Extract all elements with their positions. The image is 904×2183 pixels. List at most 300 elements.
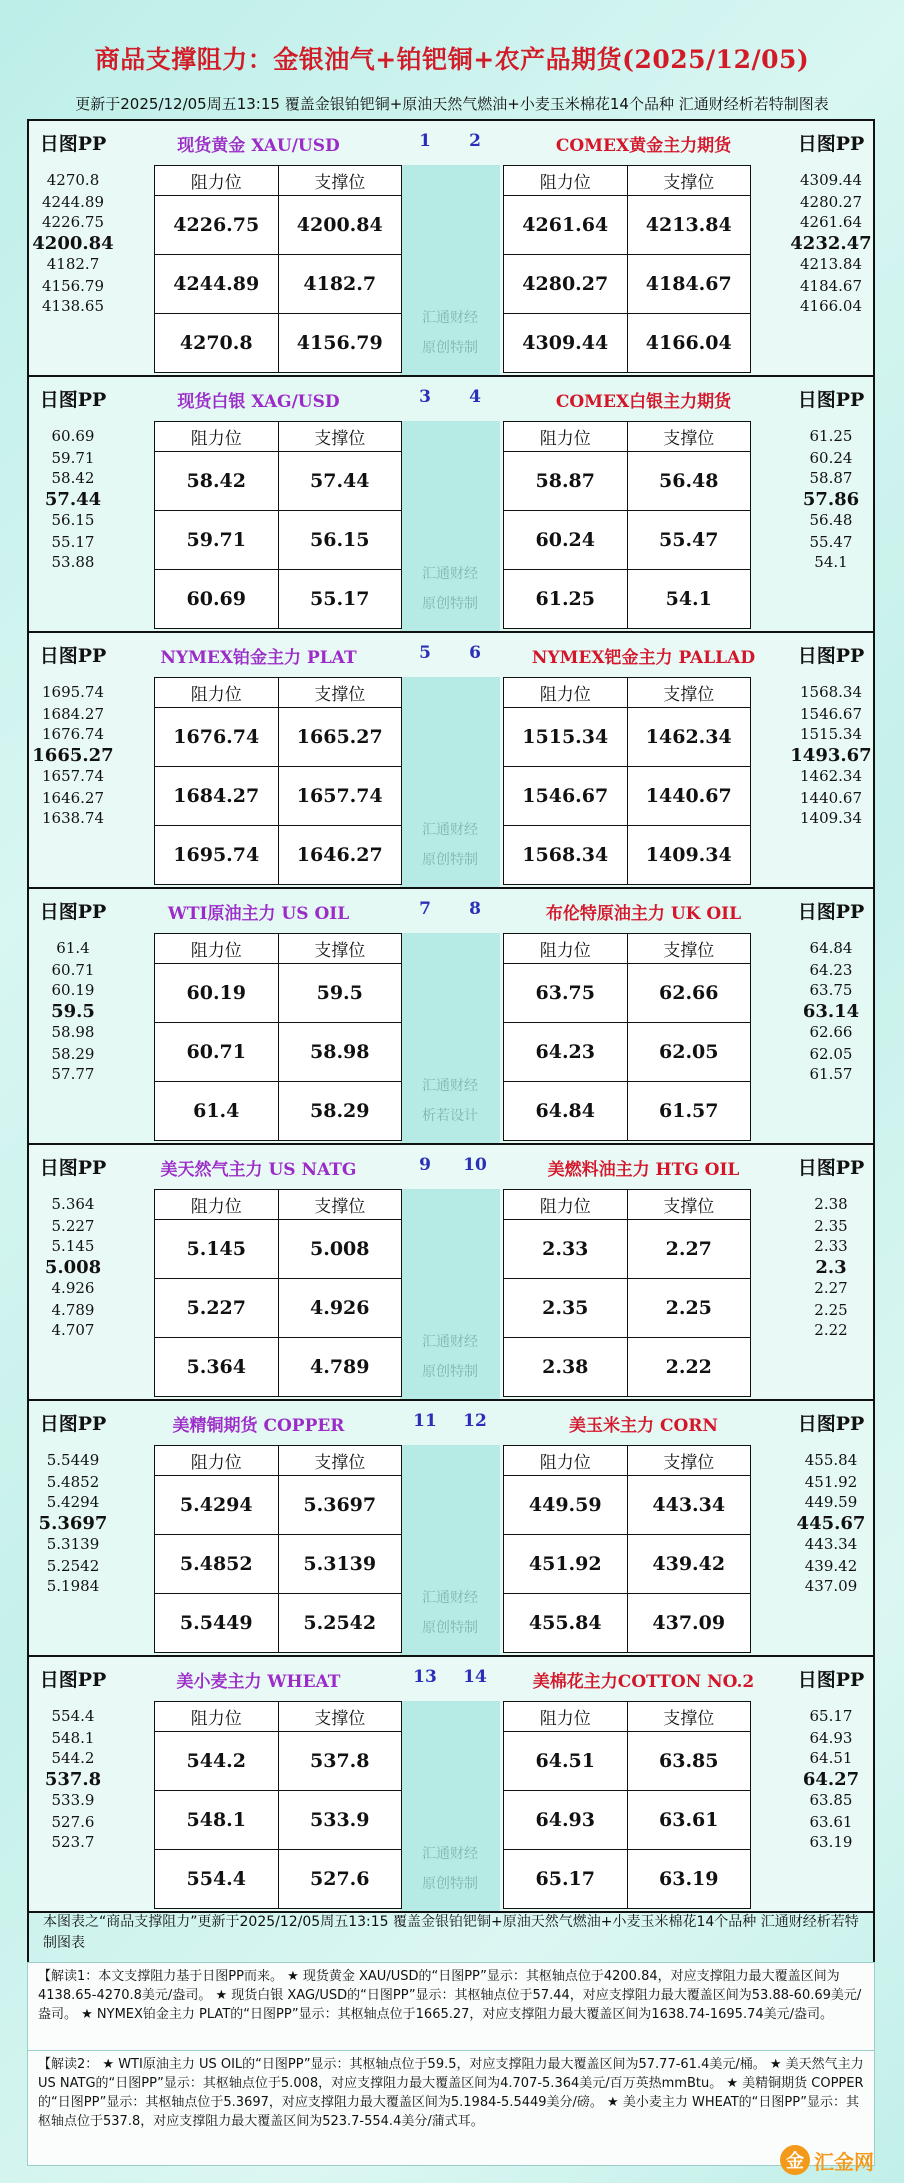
resistance-value: 1676.74: [155, 708, 279, 767]
left-instrument-name: 美天然气主力 US NATG: [160, 1160, 357, 1180]
support-value: 63.85: [627, 1732, 751, 1791]
resistance-value: 4226.75: [155, 196, 279, 255]
pp-level-value: 527.6: [51, 1813, 95, 1831]
support-value: 443.34: [627, 1476, 751, 1535]
pp-level-value: 5.2542: [46, 1557, 100, 1575]
left-daily-pp-label: 日图PP: [39, 389, 107, 411]
pp-level-value: 4.707: [51, 1321, 95, 1339]
update-note: 本图表之“商品支撑阻力”更新于2025/12/05周五13:15 覆盖金银铂钯铜+原油天然气燃油+小麦玉米棉花14个品种 汇通财经析若特制图表: [27, 1909, 875, 1974]
levels-row: [155, 708, 402, 767]
resistance-value: 449.59: [504, 1476, 628, 1535]
pp-level-value: 56.48: [809, 511, 853, 529]
support-value: 2.27: [627, 1220, 751, 1279]
support-value: 4.789: [278, 1338, 402, 1397]
left-instrument-name: 现货黄金 XAU/USD: [177, 136, 340, 156]
resistance-header: 阻力位: [155, 1702, 279, 1732]
pp-level-value: 62.66: [809, 1023, 853, 1041]
center-column: [400, 1189, 500, 1399]
watermark-line: 原创特制: [422, 1876, 478, 1892]
left-pp-column: [29, 677, 117, 887]
levels-row: [504, 314, 751, 373]
pivot-point-value: 63.14: [802, 1001, 860, 1022]
resistance-value: 4280.27: [504, 255, 628, 314]
support-value: 61.57: [627, 1082, 751, 1141]
pp-level-value: 2.27: [814, 1279, 848, 1297]
resistance-header: 阻力位: [155, 422, 279, 452]
resistance-value: 455.84: [504, 1594, 628, 1653]
resistance-header: 阻力位: [504, 166, 628, 196]
pp-level-value: 4.789: [51, 1301, 95, 1319]
support-value: 5.3697: [278, 1476, 402, 1535]
left-instrument-number: 9: [419, 1155, 431, 1175]
page-title: 商品支撑阻力：金银油气+铂钯铜+农产品期货(2025/12/05): [94, 45, 810, 74]
resistance-header: 阻力位: [155, 1190, 279, 1220]
resistance-header: 阻力位: [504, 678, 628, 708]
pp-level-value: 2.38: [814, 1195, 848, 1213]
left-pp-column: [29, 165, 117, 375]
pivot-point-value: 59.5: [51, 1001, 95, 1022]
resistance-value: 60.69: [155, 570, 279, 629]
pp-level-value: 1646.27: [41, 789, 105, 807]
left-daily-pp-label: 日图PP: [39, 1413, 107, 1435]
instrument-section: [29, 889, 873, 1145]
resistance-header: 阻力位: [504, 1702, 628, 1732]
levels-row: [155, 1220, 402, 1279]
instrument-section: [29, 377, 873, 633]
levels-row: [504, 452, 751, 511]
watermark-line: 析若设计: [422, 1108, 478, 1124]
support-value: 4.926: [278, 1279, 402, 1338]
right-daily-pp-label: 日图PP: [797, 133, 865, 155]
pp-level-value: 523.7: [51, 1833, 95, 1851]
support-value: 5.3139: [278, 1535, 402, 1594]
levels-row: [504, 1220, 751, 1279]
right-instrument-name: COMEX白银主力期货: [555, 392, 732, 412]
levels-row: [155, 314, 402, 373]
pp-level-value: 4166.04: [799, 297, 863, 315]
pp-level-value: 60.69: [51, 427, 95, 445]
left-instrument-number: 3: [419, 387, 431, 407]
levels-row: [504, 826, 751, 885]
resistance-value: 60.19: [155, 964, 279, 1023]
watermark-line: 汇通财经: [422, 822, 478, 838]
pp-level-value: 63.61: [809, 1813, 853, 1831]
left-levels-table: [154, 421, 402, 629]
levels-row: [155, 1082, 402, 1141]
left-instrument-name: WTI原油主力 US OIL: [167, 904, 350, 924]
levels-row: [504, 1850, 751, 1909]
support-header: 支撑位: [627, 422, 751, 452]
resistance-value: 60.71: [155, 1023, 279, 1082]
resistance-value: 451.92: [504, 1535, 628, 1594]
instrument-section: [29, 1145, 873, 1401]
resistance-header: 阻力位: [155, 1446, 279, 1476]
resistance-header: 阻力位: [155, 678, 279, 708]
pp-level-value: 4.926: [51, 1279, 95, 1297]
support-value: 4184.67: [627, 255, 751, 314]
pp-level-value: 65.17: [809, 1707, 853, 1725]
levels-row: [504, 1791, 751, 1850]
resistance-value: 5.5449: [155, 1594, 279, 1653]
right-daily-pp-label: 日图PP: [797, 1157, 865, 1179]
support-value: 2.22: [627, 1338, 751, 1397]
levels-row: [155, 570, 402, 629]
right-levels-table: [503, 421, 751, 629]
levels-row: [504, 1023, 751, 1082]
pp-level-value: 62.05: [809, 1045, 853, 1063]
resistance-header: 阻力位: [155, 166, 279, 196]
pp-level-value: 1684.27: [41, 705, 105, 723]
pp-level-value: 57.77: [51, 1065, 95, 1083]
support-header: 支撑位: [627, 1190, 751, 1220]
pp-level-value: 5.227: [51, 1217, 95, 1235]
right-daily-pp-label: 日图PP: [797, 1669, 865, 1691]
support-value: 56.48: [627, 452, 751, 511]
pp-level-value: 5.4852: [46, 1473, 100, 1491]
pp-level-value: 55.17: [51, 533, 95, 551]
resistance-value: 5.4852: [155, 1535, 279, 1594]
watermark-line: 原创特制: [422, 340, 478, 356]
center-column: [400, 165, 500, 375]
right-instrument-number: 8: [469, 899, 481, 919]
pp-level-value: 1515.34: [799, 725, 863, 743]
levels-row: [155, 1850, 402, 1909]
levels-row: [504, 1732, 751, 1791]
right-levels-table: [503, 165, 751, 373]
left-daily-pp-label: 日图PP: [39, 901, 107, 923]
resistance-header: 阻力位: [504, 1190, 628, 1220]
support-value: 58.98: [278, 1023, 402, 1082]
left-instrument-name: 美精铜期货 COPPER: [172, 1416, 345, 1436]
right-levels-table: [503, 933, 751, 1141]
support-value: 4182.7: [278, 255, 402, 314]
header: [0, 0, 904, 118]
support-value: 4166.04: [627, 314, 751, 373]
watermark-line: 汇通财经: [422, 1078, 478, 1094]
resistance-value: 59.71: [155, 511, 279, 570]
logo-icon: 金: [780, 2145, 810, 2175]
pp-level-value: 64.51: [809, 1749, 853, 1767]
support-value: 62.05: [627, 1023, 751, 1082]
resistance-value: 2.38: [504, 1338, 628, 1397]
pp-level-value: 4156.79: [41, 277, 105, 295]
pp-level-value: 449.59: [804, 1493, 858, 1511]
resistance-value: 64.23: [504, 1023, 628, 1082]
resistance-value: 5.364: [155, 1338, 279, 1397]
pivot-point-value: 1493.67: [790, 745, 872, 766]
resistance-value: 4270.8: [155, 314, 279, 373]
resistance-value: 58.87: [504, 452, 628, 511]
right-levels-table: [503, 1445, 751, 1653]
pp-level-value: 53.88: [51, 553, 95, 571]
pp-level-value: 5.364: [51, 1195, 95, 1213]
pp-level-value: 1676.74: [41, 725, 105, 743]
left-pp-column: [29, 933, 117, 1143]
support-value: 63.61: [627, 1791, 751, 1850]
resistance-value: 4244.89: [155, 255, 279, 314]
levels-row: [155, 1476, 402, 1535]
support-header: 支撑位: [627, 678, 751, 708]
levels-row: [155, 767, 402, 826]
left-levels-table: [154, 1701, 402, 1909]
support-value: 5.2542: [278, 1594, 402, 1653]
pivot-point-value: 1665.27: [32, 745, 114, 766]
pp-level-value: 58.98: [51, 1023, 95, 1041]
pivot-point-value: 537.8: [44, 1769, 102, 1790]
pp-level-value: 56.15: [51, 511, 95, 529]
pp-level-value: 60.24: [809, 449, 853, 467]
resistance-value: 2.35: [504, 1279, 628, 1338]
pp-level-value: 64.84: [809, 939, 853, 957]
levels-row: [504, 1082, 751, 1141]
resistance-header: 阻力位: [504, 1446, 628, 1476]
levels-row: [504, 1594, 751, 1653]
support-value: 1462.34: [627, 708, 751, 767]
support-value: 1665.27: [278, 708, 402, 767]
center-column: [400, 933, 500, 1143]
left-pp-column: [29, 1189, 117, 1399]
right-instrument-name: 美燃料油主力 HTG OIL: [547, 1160, 740, 1180]
left-instrument-name: 美小麦主力 WHEAT: [176, 1672, 341, 1692]
resistance-value: 61.4: [155, 1082, 279, 1141]
pp-level-value: 5.3139: [46, 1535, 100, 1553]
pp-level-value: 1546.67: [799, 705, 863, 723]
support-value: 1657.74: [278, 767, 402, 826]
support-value: 1646.27: [278, 826, 402, 885]
resistance-header: 阻力位: [504, 934, 628, 964]
pp-level-value: 54.1: [814, 553, 848, 571]
levels-row: [155, 196, 402, 255]
levels-row: [155, 1023, 402, 1082]
pp-level-value: 2.25: [814, 1301, 848, 1319]
support-header: 支撑位: [278, 166, 402, 196]
support-value: 4156.79: [278, 314, 402, 373]
pp-level-value: 60.19: [51, 981, 95, 999]
watermark-line: 汇通财经: [422, 1590, 478, 1606]
instrument-grid: [27, 119, 875, 1913]
support-value: 1409.34: [627, 826, 751, 885]
pp-level-value: 437.09: [804, 1577, 858, 1595]
levels-row: [504, 767, 751, 826]
watermark-line: 汇通财经: [422, 566, 478, 582]
right-pp-column: [787, 165, 875, 375]
resistance-value: 4309.44: [504, 314, 628, 373]
pp-level-value: 59.71: [51, 449, 95, 467]
support-value: 58.29: [278, 1082, 402, 1141]
resistance-value: 554.4: [155, 1850, 279, 1909]
left-instrument-number: 5: [419, 643, 431, 663]
levels-row: [504, 511, 751, 570]
pp-level-value: 554.4: [51, 1707, 95, 1725]
levels-row: [155, 826, 402, 885]
pp-level-value: 64.93: [809, 1729, 853, 1747]
right-instrument-number: 10: [463, 1155, 487, 1175]
levels-row: [504, 1476, 751, 1535]
resistance-value: 544.2: [155, 1732, 279, 1791]
center-column: [400, 677, 500, 887]
left-pp-column: [29, 1701, 117, 1911]
levels-row: [155, 1535, 402, 1594]
levels-row: [504, 255, 751, 314]
pp-level-value: 4184.67: [799, 277, 863, 295]
resistance-value: 58.42: [155, 452, 279, 511]
left-daily-pp-label: 日图PP: [39, 133, 107, 155]
support-header: 支撑位: [278, 934, 402, 964]
pp-level-value: 5.145: [51, 1237, 95, 1255]
pp-level-value: 4270.8: [46, 171, 100, 189]
pp-level-value: 1409.34: [799, 809, 863, 827]
explanation-2: 【解读2： ★ WTI原油主力 US OIL的“日图PP”显示：其枢轴点位于59.5，对应支撑阻力最大覆盖区间为57.77-61.4美元/桶。 ★ 美天然气主力 US NATG的“日图PP”显示：其枢轴点位于5.008，对应支撑阻力最大覆盖区间为4.707-5.364美元/百万英热mmBtu。 ★ 美精铜期货 COPPER的“日图PP”显示：其枢轴点位于5.3697，对应支撑阻力最大覆盖区间为5.1984-5.5449美分/磅。 ★ 美小麦主力 WHEAT的“日图PP”显示：其枢轴点位于537.8，对应支撑阻力最大覆盖区间为523.7-554.4美分/蒲式耳。: [27, 2050, 875, 2166]
pp-level-value: 2.35: [814, 1217, 848, 1235]
levels-row: [155, 1594, 402, 1653]
right-levels-table: [503, 1189, 751, 1397]
pp-level-value: 533.9: [51, 1791, 95, 1809]
pivot-point-value: 2.3: [815, 1257, 847, 1278]
pp-level-value: 55.47: [809, 533, 853, 551]
support-header: 支撑位: [278, 1190, 402, 1220]
support-header: 支撑位: [278, 1702, 402, 1732]
right-pp-column: [787, 1189, 875, 1399]
left-daily-pp-label: 日图PP: [39, 1157, 107, 1179]
right-instrument-number: 6: [469, 643, 481, 663]
right-instrument-name: COMEX黄金主力期货: [555, 136, 732, 156]
support-header: 支撑位: [278, 422, 402, 452]
pp-level-value: 1695.74: [41, 683, 105, 701]
center-column: [400, 421, 500, 631]
pp-level-value: 5.4294: [46, 1493, 100, 1511]
left-levels-table: [154, 165, 402, 373]
pp-level-value: 451.92: [804, 1473, 858, 1491]
levels-row: [504, 1535, 751, 1594]
pp-level-value: 548.1: [51, 1729, 95, 1747]
left-instrument-name: 现货白银 XAG/USD: [177, 392, 340, 412]
right-instrument-name: 美棉花主力COTTON NO.2: [532, 1672, 755, 1692]
pp-level-value: 63.85: [809, 1791, 853, 1809]
resistance-header: 阻力位: [504, 422, 628, 452]
resistance-value: 1568.34: [504, 826, 628, 885]
pp-level-value: 60.71: [51, 961, 95, 979]
resistance-value: 1684.27: [155, 767, 279, 826]
support-value: 5.008: [278, 1220, 402, 1279]
right-levels-table: [503, 677, 751, 885]
watermark-line: 汇通财经: [422, 1334, 478, 1350]
support-value: 533.9: [278, 1791, 402, 1850]
pp-level-value: 1440.67: [799, 789, 863, 807]
pivot-point-value: 57.44: [44, 489, 102, 510]
support-value: 56.15: [278, 511, 402, 570]
resistance-value: 64.51: [504, 1732, 628, 1791]
support-value: 439.42: [627, 1535, 751, 1594]
pp-level-value: 5.5449: [46, 1451, 100, 1469]
support-value: 4213.84: [627, 196, 751, 255]
resistance-header: 阻力位: [155, 934, 279, 964]
pp-level-value: 4213.84: [799, 255, 863, 273]
right-pp-column: [787, 1701, 875, 1911]
support-header: 支撑位: [627, 1446, 751, 1476]
pp-level-value: 58.87: [809, 469, 853, 487]
levels-row: [504, 1279, 751, 1338]
right-daily-pp-label: 日图PP: [797, 1413, 865, 1435]
left-levels-table: [154, 933, 402, 1141]
support-value: 62.66: [627, 964, 751, 1023]
resistance-value: 64.84: [504, 1082, 628, 1141]
pivot-point-value: 5.3697: [38, 1513, 108, 1534]
resistance-value: 63.75: [504, 964, 628, 1023]
levels-row: [155, 1279, 402, 1338]
right-levels-table: [503, 1701, 751, 1909]
support-value: 54.1: [627, 570, 751, 629]
left-instrument-name: NYMEX铂金主力 PLAT: [160, 648, 357, 668]
support-header: 支撑位: [278, 678, 402, 708]
right-daily-pp-label: 日图PP: [797, 389, 865, 411]
right-pp-column: [787, 677, 875, 887]
pp-level-value: 4138.65: [41, 297, 105, 315]
right-instrument-number: 2: [469, 131, 481, 151]
pp-level-value: 58.29: [51, 1045, 95, 1063]
pp-level-value: 58.42: [51, 469, 95, 487]
center-column: [400, 1445, 500, 1655]
instrument-section: [29, 1401, 873, 1657]
left-instrument-number: 11: [413, 1411, 437, 1431]
left-instrument-number: 1: [419, 131, 431, 151]
pp-level-value: 4244.89: [41, 193, 105, 211]
resistance-value: 1546.67: [504, 767, 628, 826]
pp-level-value: 61.4: [56, 939, 90, 957]
explanation-1: 【解读1：本文支撑阻力基于日图PP而来。 ★ 现货黄金 XAU/USD的“日图PP”显示：其枢轴点位于4200.84，对应支撑阻力最大覆盖区间为4138.65-4270.8美元/盎司。 ★ 现货白银 XAG/USD的“日图PP”显示：其枢轴点位于57.44，对应支撑阻力最大覆盖区间为53.88-60.69美元/盎司。 ★ NYMEX铂金主力 PLAT的“日图PP”显示：其枢轴点位于1665.27，对应支撑阻力最大覆盖区间为1638.74-1695.74美元/盎司。: [27, 1962, 875, 2072]
resistance-value: 65.17: [504, 1850, 628, 1909]
support-value: 59.5: [278, 964, 402, 1023]
watermark-line: 原创特制: [422, 1364, 478, 1380]
levels-row: [504, 964, 751, 1023]
right-instrument-name: 美玉米主力 CORN: [569, 1416, 718, 1436]
left-levels-table: [154, 677, 402, 885]
right-daily-pp-label: 日图PP: [797, 901, 865, 923]
support-value: 57.44: [278, 452, 402, 511]
right-pp-column: [787, 421, 875, 631]
pivot-point-value: 445.67: [796, 1513, 866, 1534]
levels-row: [504, 570, 751, 629]
watermark-line: 汇通财经: [422, 1846, 478, 1862]
support-value: 437.09: [627, 1594, 751, 1653]
brand-logo: [780, 2145, 874, 2175]
levels-row: [155, 255, 402, 314]
support-value: 55.47: [627, 511, 751, 570]
levels-row: [155, 511, 402, 570]
resistance-value: 61.25: [504, 570, 628, 629]
resistance-value: 64.93: [504, 1791, 628, 1850]
watermark-line: 原创特制: [422, 852, 478, 868]
left-levels-table: [154, 1189, 402, 1397]
pp-level-value: 61.25: [809, 427, 853, 445]
pp-level-value: 4261.64: [799, 213, 863, 231]
right-instrument-name: 布伦特原油主力 UK OIL: [545, 904, 742, 924]
pp-level-value: 64.23: [809, 961, 853, 979]
pp-level-value: 4226.75: [41, 213, 105, 231]
pp-level-value: 5.1984: [46, 1577, 100, 1595]
pivot-point-value: 57.86: [802, 489, 860, 510]
pp-level-value: 1568.34: [799, 683, 863, 701]
support-header: 支撑位: [278, 1446, 402, 1476]
resistance-value: 548.1: [155, 1791, 279, 1850]
pp-level-value: 544.2: [51, 1749, 95, 1767]
left-pp-column: [29, 421, 117, 631]
pivot-point-value: 64.27: [802, 1769, 860, 1790]
support-value: 527.6: [278, 1850, 402, 1909]
right-instrument-name: NYMEX钯金主力 PALLAD: [531, 648, 756, 668]
logo-text: 汇金网: [814, 2149, 874, 2174]
levels-row: [504, 1338, 751, 1397]
right-instrument-number: 14: [463, 1667, 487, 1687]
